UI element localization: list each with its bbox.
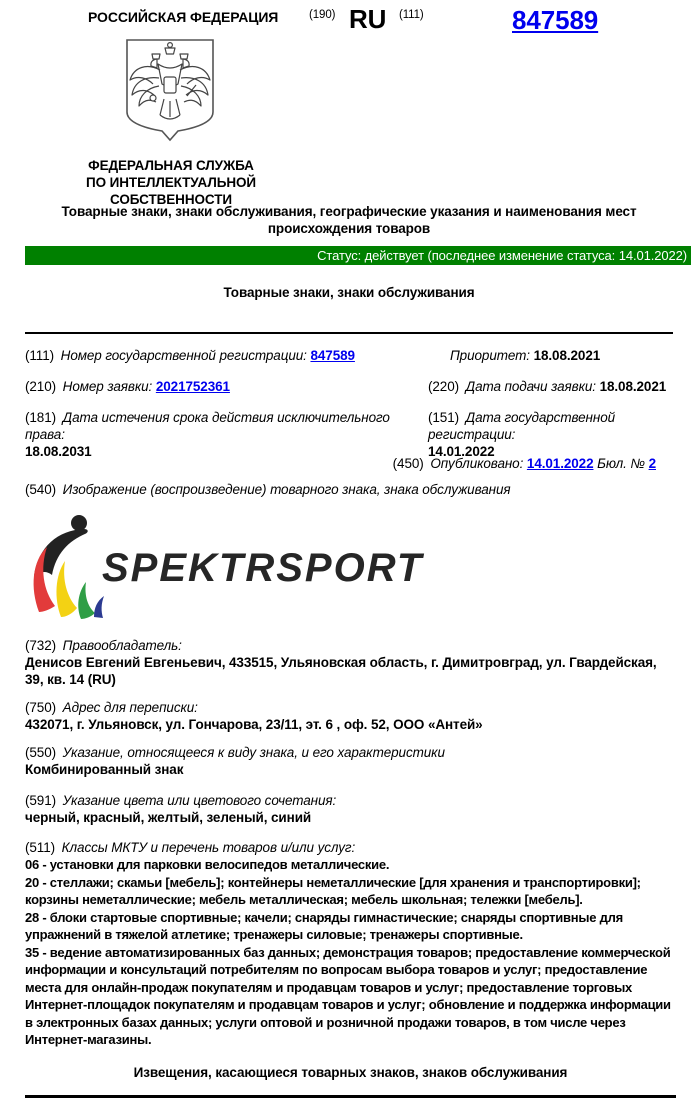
field-correspondence-address <box>25 699 676 733</box>
bulletin-label: Бюл. № <box>597 456 645 471</box>
field-value: 18.08.2021 <box>599 379 667 394</box>
nice-class-item: 28 - блоки стартовые спортивные; качели; снаряды гимнастические; снаряды спортивные для упражнений в тяжелой атлетике; тренажеры силовые; тренажеры спортивные. <box>25 909 623 942</box>
inid-code: (591) <box>25 793 57 808</box>
details-sections <box>25 637 676 1098</box>
status-bar: Статус: действует (последнее изменение статуса: 14.01.2022) <box>25 246 691 265</box>
russia-coat-of-arms-icon <box>120 37 220 146</box>
field-label: Дата подачи заявки: <box>465 379 596 394</box>
mark-kind-value: Комбинированный знак <box>25 762 184 777</box>
inid-code: (220) <box>428 379 460 394</box>
inid-code: (181) <box>25 410 57 425</box>
field-mark-image <box>25 481 511 498</box>
inid-code: (511) <box>25 840 56 855</box>
inid-code-111: (111) <box>399 9 424 21</box>
field-mark-kind <box>25 744 676 778</box>
field-label: Указание цвета или цветового сочетания: <box>62 793 337 808</box>
trademark-image <box>30 514 450 629</box>
registration-number-link[interactable]: 847589 <box>512 5 599 35</box>
inid-code: (750) <box>25 700 57 715</box>
field-value: 14.01.2022 <box>428 444 495 459</box>
agency-name <box>36 157 306 208</box>
field-label: Изображение (воспроизведение) товарного знака, знака обслуживания <box>62 482 511 497</box>
field-published <box>350 455 656 472</box>
inid-code: (450) <box>392 456 424 471</box>
field-label: Указание, относящееся к виду знака, и его характеристики <box>62 745 445 760</box>
field-color-claim <box>25 792 676 826</box>
field-label: Номер государственной регистрации: <box>60 348 307 363</box>
field-registration-number <box>25 347 425 364</box>
color-claim-value: черный, красный, желтый, зеленый, синий <box>25 810 312 825</box>
inid-code-190: (190) <box>309 9 336 21</box>
field-label: Номер заявки: <box>62 379 153 394</box>
field-label: Адрес для переписки: <box>62 700 198 715</box>
agency-line-2: ПО ИНТЕЛЛЕКТУАЛЬНОЙ СОБСТВЕННОСТИ <box>86 175 256 207</box>
publication-date-link[interactable]: 14.01.2022 <box>526 456 594 471</box>
notices-title: Извещения, касающиеся товарных знаков, знаков обслуживания <box>133 1064 568 1080</box>
field-label: Приоритет: <box>450 348 530 363</box>
inid-code: (151) <box>428 410 460 425</box>
nice-class-item: 35 - ведение автоматизированных баз данных; демонстрация товаров; предоставление коммерческой информации и консультаций потребителям по вопросам выбора товаров и услуг; предоставление места для онлайн-продаж покупателям и продавцам товаров и услуг; предоставление торговых Интернет-площадок покупателям и продавцам товаров и услуг; обновление и поддержка информации в электронных базах данных; услуги оптовой и розничной продажи товаров, в том числе через Интернет-магазины. <box>25 944 671 1047</box>
holder-value: Денисов Евгений Евгеньевич, 433515, Ульяновская область, г. Димитровград, ул. Гвардейская, 39, кв. 14 (RU) <box>25 655 657 687</box>
inid-code: (550) <box>25 745 57 760</box>
field-application-number <box>25 378 425 395</box>
field-label: Правообладатель: <box>62 638 182 653</box>
country-title: РОССИЙСКАЯ ФЕДЕРАЦИЯ <box>88 9 279 25</box>
inid-code: (210) <box>25 379 57 394</box>
field-value: 18.08.2031 <box>25 444 92 459</box>
field-expiry-date <box>25 409 425 460</box>
country-code: RU <box>349 4 387 34</box>
inid-code: (111) <box>25 348 55 363</box>
field-registration-date <box>428 409 678 460</box>
field-nice-classes <box>25 839 676 1049</box>
field-value: 18.08.2021 <box>533 348 601 363</box>
field-holder <box>25 637 676 688</box>
field-label: Дата истечения срока действия исключительного права: <box>25 410 390 442</box>
trademark-wordmark: SPEKTRSPORT <box>102 546 424 590</box>
section-title: Товарные знаки, знаки обслуживания <box>223 285 475 300</box>
nice-class-item: 20 - стеллажи; скамьи [мебель]; контейнеры неметаллические [для хранения и транспортировки]; корзины неметаллические; мебель металлическая; мебель школьная; тележки [мебель]. <box>25 874 641 907</box>
divider-top <box>25 332 673 334</box>
spektr-logo-mark-icon <box>30 514 104 626</box>
application-number-link[interactable]: 2021752361 <box>155 379 230 394</box>
bulletin-number-link[interactable]: 2 <box>648 456 656 471</box>
document-category-title: Товарные знаки, знаки обслуживания, географические указания и наименования мест происхождения товаров <box>61 204 637 236</box>
field-filing-date <box>428 378 678 395</box>
registration-number-value-link[interactable]: 847589 <box>310 348 355 363</box>
field-label: Дата государственной регистрации: <box>428 410 616 442</box>
field-label: Классы МКТУ и перечень товаров и/или услуг: <box>61 840 356 855</box>
nice-class-item: 06 - установки для парковки велосипедов металлические. <box>25 857 390 872</box>
inid-code: (540) <box>25 482 57 497</box>
field-label: Опубликовано: <box>430 456 524 471</box>
divider-bottom <box>25 1095 676 1098</box>
inid-code: (732) <box>25 638 57 653</box>
field-priority <box>450 347 700 364</box>
agency-line-1: ФЕДЕРАЛЬНАЯ СЛУЖБА <box>88 158 254 173</box>
correspondence-value: 432071, г. Ульяновск, ул. Гончарова, 23/11, эт. 6 , оф. 52, ООО «Антей» <box>25 717 483 732</box>
